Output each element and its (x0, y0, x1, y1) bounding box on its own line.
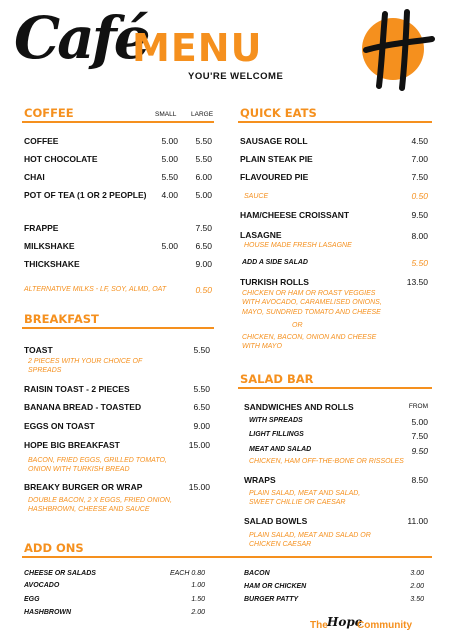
breakfast-item: TOAST (24, 345, 53, 355)
coffee-large-price: 7.50 (195, 223, 212, 233)
quick-price: 13.50 (406, 277, 428, 287)
quick-item: SAUSAGE ROLL (240, 136, 308, 146)
salad-item: SALAD BOWLS (244, 516, 308, 526)
coffee-item: MILKSHAKE (24, 241, 75, 251)
alt-milks-note: ALTERNATIVE MILKS - LF, SOY, ALMD, OAT (24, 286, 167, 293)
salad-price: 7.50 (411, 431, 428, 441)
quick-eats-title: QUICK EATS (240, 106, 317, 120)
coffee-item: COFFEE (24, 136, 59, 146)
turkish-note-2: CHICKEN, BACON, ONION AND CHEESE WITH MAYO (242, 334, 377, 351)
cafe-logo-text: Café (14, 4, 148, 72)
side-salad-price: 5.50 (411, 258, 428, 268)
footer-community: Community (357, 620, 412, 631)
quick-item: FLAVOURED PIE (240, 172, 309, 182)
addon-price: 1.00 (191, 582, 205, 589)
coffee-item: HOT CHOCOLATE (24, 154, 98, 164)
lasagne-note: HOUSE MADE FRESH LASAGNE (244, 242, 352, 249)
salad-price: 8.50 (411, 475, 428, 485)
coffee-small-price: 5.50 (161, 172, 178, 182)
salad-bar-title: SALAD BAR (240, 372, 314, 386)
breakfast-price: 15.00 (188, 440, 210, 450)
footer-hope: Hope (327, 615, 363, 629)
breakfast-item: BANANA BREAD - TOASTED (24, 402, 142, 412)
coffee-large-price: 9.00 (195, 259, 212, 269)
quick-item: TURKISH ROLLS (240, 277, 309, 287)
breakfast-price: 5.50 (193, 345, 210, 355)
from-label: FROM (408, 403, 428, 410)
side-salad-label: ADD A SIDE SALAD (242, 259, 308, 266)
coffee-rule (22, 121, 214, 123)
quick-price: 9.50 (411, 210, 428, 220)
turkish-note: CHICKEN OR HAM OR ROAST VEGGIES WITH AVOCADO, CARAMELISED ONIONS, MAYO, SUNDRIED TOMATO AND CHEESE (242, 290, 382, 316)
coffee-small-price: 5.00 (161, 241, 178, 251)
coffee-large-price: 5.50 (195, 136, 212, 146)
welcome-text: YOU'RE WELCOME (188, 71, 284, 82)
coffee-title: COFFEE (24, 106, 74, 120)
addon-item: BACON (244, 570, 270, 577)
turkish-or: OR (292, 322, 303, 329)
wraps-note: PLAIN SALAD, MEAT AND SALAD, SWEET CHILLIE OR CAESAR (249, 490, 361, 507)
breakfast-rule (22, 327, 214, 329)
coffee-small-price: 5.00 (161, 154, 178, 164)
addon-item: HAM OR CHICKEN (244, 583, 307, 590)
toast-note: 2 PIECES WITH YOUR CHOICE OF SPREADS (28, 358, 143, 375)
coffee-small-price: 5.00 (161, 136, 178, 146)
hope-breakfast-note: BACON, FRIED EGGS, GRILLED TOMATO, ONION WITH TURKISH BREAD (28, 457, 167, 474)
addon-price: EACH 0.80 (169, 570, 205, 577)
quick-item: HAM/CHEESE CROISSANT (240, 210, 350, 220)
coffee-large-price: 6.50 (195, 241, 212, 251)
addon-price: 3.00 (410, 570, 424, 577)
salad-sub-item: LIGHT FILLINGS (249, 431, 304, 438)
salad-item: WRAPS (244, 475, 276, 485)
salad-item: SANDWICHES AND ROLLS (244, 402, 354, 412)
addon-item: AVOCADO (24, 582, 60, 589)
addon-price: 2.00 (191, 609, 205, 616)
add-ons-title: ADD ONS (24, 541, 84, 555)
coffee-large-price: 5.00 (195, 190, 212, 200)
sauce-label: SAUCE (244, 193, 269, 200)
coffee-large-header: LARGE (191, 111, 214, 118)
hope-h-icon (352, 6, 438, 92)
breakfast-item: BREAKY BURGER OR WRAP (24, 482, 143, 492)
breakfast-price: 6.50 (193, 402, 210, 412)
footer-the: The (310, 620, 328, 631)
salad-price: 11.00 (407, 516, 428, 526)
coffee-item: CHAI (24, 172, 45, 182)
quick-price: 7.50 (411, 172, 428, 182)
breakfast-price: 5.50 (193, 384, 210, 394)
breakfast-item: EGGS ON TOAST (24, 421, 95, 431)
breakfast-price: 9.00 (193, 421, 210, 431)
coffee-small-price: 4.00 (161, 190, 178, 200)
sauce-price: 0.50 (411, 191, 428, 201)
coffee-item: POT OF TEA (1 OR 2 PEOPLE) (24, 190, 147, 200)
addon-price: 1.50 (191, 596, 205, 603)
addon-item: EGG (24, 596, 40, 603)
quick-price: 8.00 (411, 231, 428, 241)
quick-price: 7.00 (411, 154, 428, 164)
breakfast-title: BREAKFAST (24, 312, 99, 326)
salad-sub-item: WITH SPREADS (249, 417, 303, 424)
addon-item: CHEESE OR SALADS (24, 570, 96, 577)
breakfast-item: HOPE BIG BREAKFAST (24, 440, 120, 450)
breakfast-price: 15.00 (188, 482, 210, 492)
salad-sub-item: MEAT AND SALAD (249, 446, 312, 453)
breakfast-item: RAISIN TOAST - 2 PIECES (24, 384, 130, 394)
salad-bar-rule (238, 387, 432, 389)
quick-price: 4.50 (411, 136, 428, 146)
bowls-note: PLAIN SALAD, MEAT AND SALAD OR CHICKEN CAESAR (249, 532, 371, 549)
salad-price: 5.00 (411, 417, 428, 427)
quick-item: PLAIN STEAK PIE (240, 154, 313, 164)
add-ons-rule (22, 556, 432, 558)
burger-note: DOUBLE BACON, 2 X EGGS, FRIED ONION, HASHBROWN, CHEESE AND SAUCE (28, 497, 172, 514)
salad-price: 9.50 (411, 446, 428, 456)
addon-price: 2.00 (410, 583, 424, 590)
menu-title: MENU (132, 26, 263, 70)
coffee-item: THICKSHAKE (24, 259, 80, 269)
quick-eats-rule (238, 121, 432, 123)
addon-item: BURGER PATTY (244, 596, 299, 603)
addon-item: HASHBROWN (24, 609, 72, 616)
meat-salad-note: CHICKEN, HAM OFF-THE-BONE OR RISSOLES (249, 458, 404, 465)
addon-price: 3.50 (410, 596, 424, 603)
quick-item: LASAGNE (240, 230, 282, 240)
coffee-large-price: 6.00 (195, 172, 212, 182)
coffee-small-header: SMALL (155, 111, 177, 118)
alt-milks-price: 0.50 (195, 285, 212, 295)
coffee-item: FRAPPE (24, 223, 59, 233)
coffee-large-price: 5.50 (195, 154, 212, 164)
